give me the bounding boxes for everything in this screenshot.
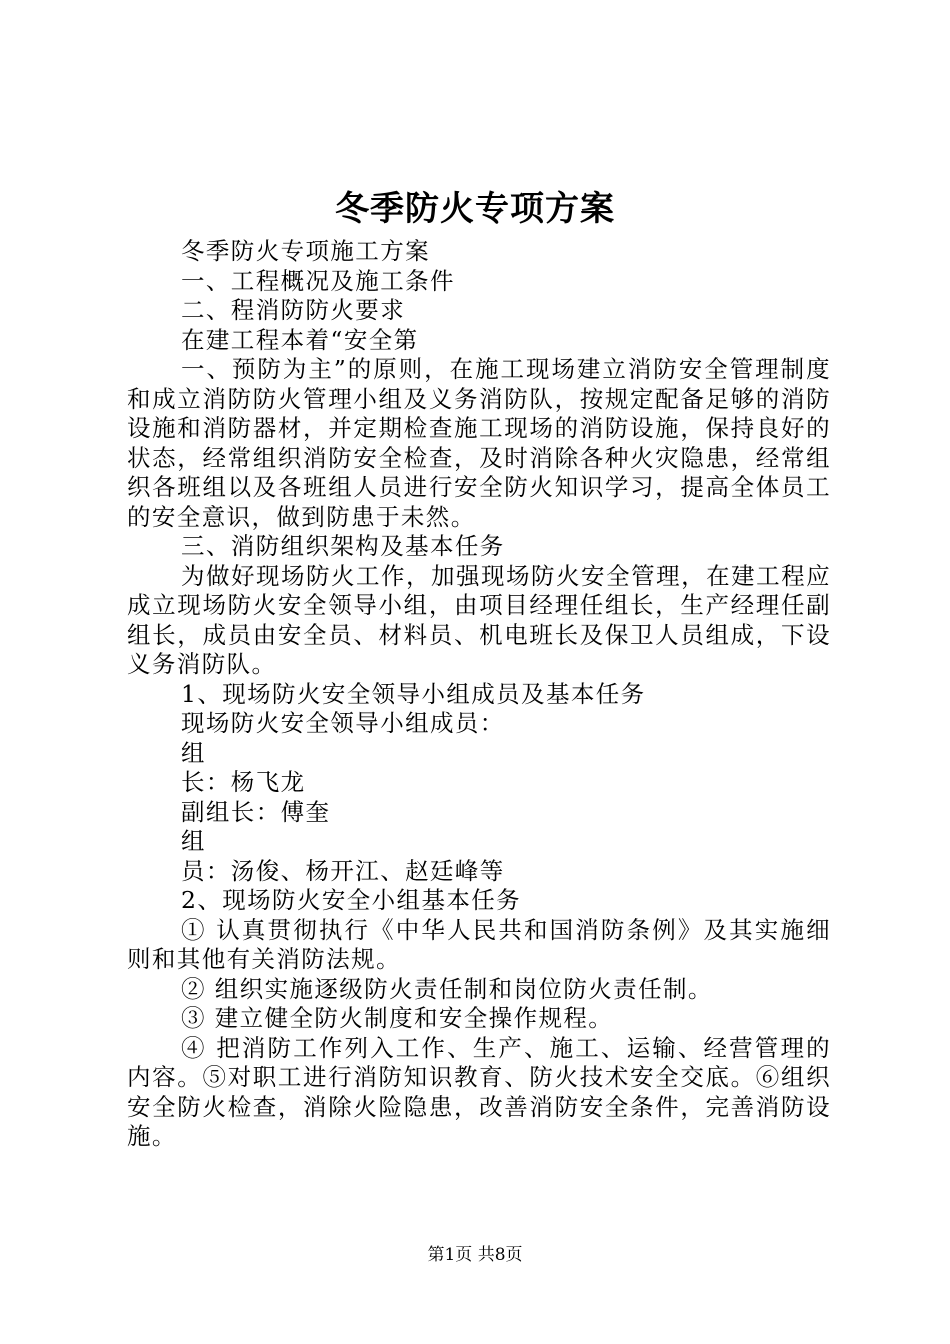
list-item-task-2: ② 组织实施逐级防火责任制和岗位防火责任制。 [181,974,713,1003]
heading-team-tasks: 2、现场防火安全小组基本任务 [181,886,522,914]
heading-team-members: 1、现场防火安全领导小组成员及基本任务 [181,679,646,708]
document-body [127,237,831,1152]
list-item-task-4: ④ 把消防工作列入工作、生产、施工、运输、经营管理的内容。⑤对职工进行消防知识教育、防火技术安全交底。⑥组织安全防火检查，消除火险隐患，改善消防安全条件，完善消防设施。 [127,1033,831,1150]
paragraph-team-members-label: 现场防火安全领导小组成员： [181,709,505,737]
list-item-task-3: ③ 建立健全防火制度和安全操作规程。 [181,1004,614,1032]
heading-project-overview: 一、工程概况及施工条件 [181,266,455,295]
heading-fire-requirements: 二、程消防防火要求 [181,296,406,324]
paragraph-deputy-leader: 副组长：傅奎 [181,797,331,826]
paragraph-safety-first: 在建工程本着“安全第 [181,325,419,354]
paragraph-organization-detail: 为做好现场防火工作，加强现场防火安全管理，在建工程应成立现场防火安全领导小组，由项目经理任组长，生产经理任副组长，成员由安全员、材料员、机电班长及保卫人员组成，下设义务消防队。 [127,561,831,678]
page-number-footer: 第1页 共8页 [427,1245,523,1265]
paragraph-members: 员：汤俊、杨开江、赵廷峰等 [181,856,505,885]
document-title: 冬季防火专项方案 [335,189,615,229]
paragraph-leader: 长：杨飞龙 [181,768,306,796]
heading-organization: 三、消防组织架构及基本任务 [181,532,505,560]
paragraph-construction-plan: 冬季防火专项施工方案 [181,237,430,265]
paragraph-members-label-part1: 组 [181,827,206,855]
paragraph-leader-label-part1: 组 [181,738,206,767]
list-item-task-1: ① 认真贯彻执行《中华人民共和国消防条例》及其实施细则和其他有关消防法规。 [127,915,831,973]
paragraph-prevention-principle: 一、预防为主”的原则，在施工现场建立消防安全管理制度和成立消防防火管理小组及义务消防队，按规定配备足够的消防设施和消防器材，并定期检查施工现场的消防设施，保持良好的状态，经常组织消防安全检查，及时消除各种火灾隐患，经常组织各班组以及各班组人员进行安全防火知识学习，提高全体员工的安全意识，做到防患于未然。 [127,355,831,531]
